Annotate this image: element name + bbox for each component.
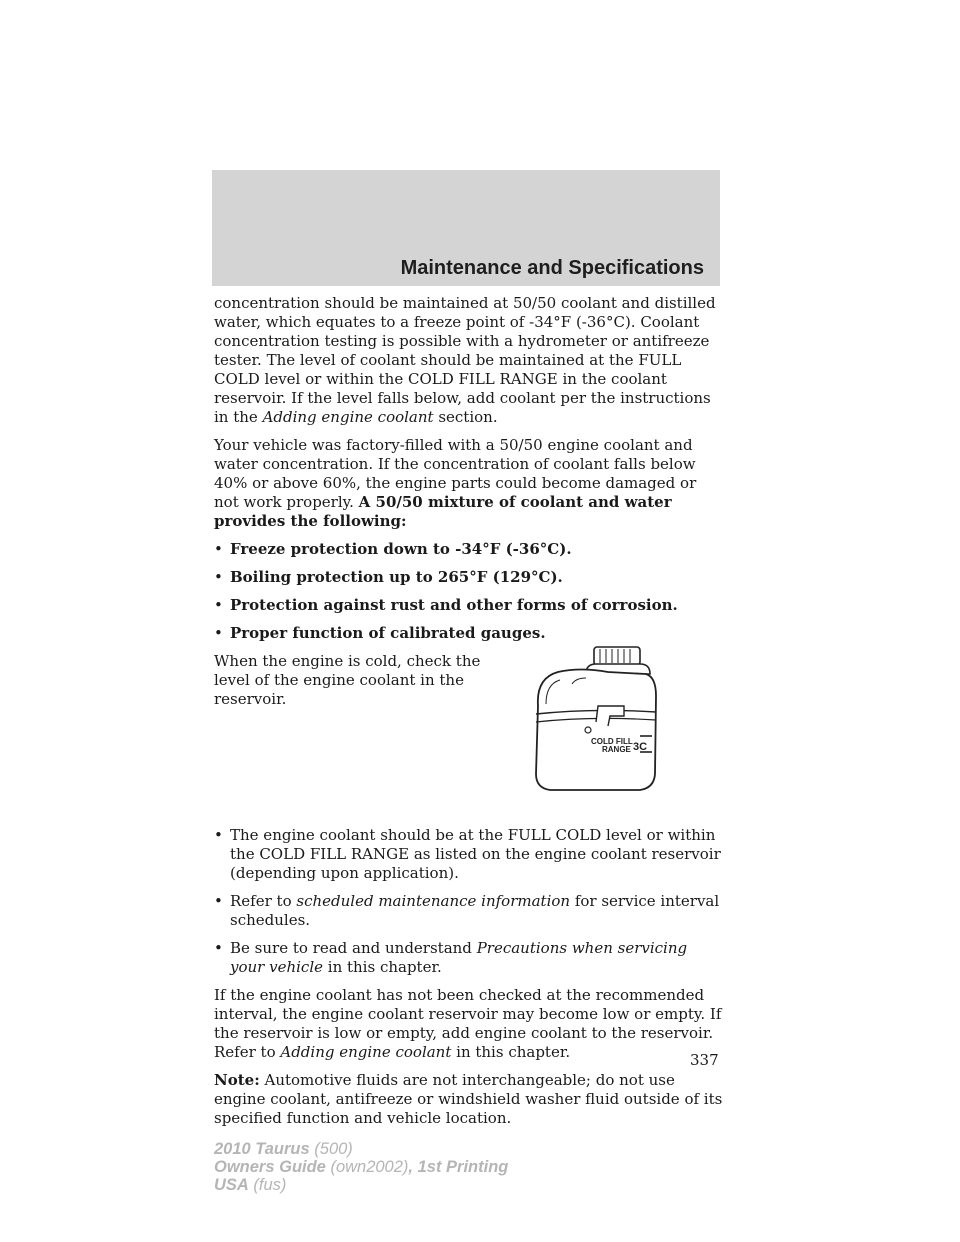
link-scheduled-maintenance: scheduled maintenance information xyxy=(296,892,571,910)
paragraph-check-level: When the engine is cold, check the level of the engine coolant in the reservoir. xyxy=(214,652,481,708)
bullet: • xyxy=(214,939,223,957)
cold-fill-label: COLD FILL xyxy=(591,737,633,746)
coolant-reservoir-figure xyxy=(484,652,724,800)
paragraph-factory-filled: Your vehicle was factory-filled with a 50/50 engine coolant and water concentration. If the concentration of coolant falls below 40% or above 60%, the engine parts could become damaged or not work properly. A 50/50 mixture of coolant and water provides the following: xyxy=(214,436,697,530)
svg-text:3C: 3C xyxy=(633,741,648,753)
list-item: • Refer to scheduled maintenance information for service interval schedules. xyxy=(214,892,720,929)
section-header xyxy=(212,170,720,286)
list-item: • Be sure to read and understand Precautions when servicing your vehicle in this chapter. xyxy=(214,939,688,976)
bullet: • xyxy=(214,568,223,586)
paragraph-low-reservoir: If the engine coolant has not been checked at the recommended interval, the engine coolant reservoir may become low or empty. If the reservoir is low or empty, add engine coolant to the reservoir. Refer to Adding engine coolant in this chapter. xyxy=(214,986,722,1061)
benefit-item: • Boiling protection up to 265°F (129°C). xyxy=(214,568,563,586)
bullet: • xyxy=(214,540,223,558)
bullet: • xyxy=(214,596,223,614)
bullet: • xyxy=(214,624,223,642)
note-paragraph: Note: Automotive fluids are not interchangeable; do not use engine coolant, antifreeze or windshield washer fluid outside of its specified function and vehicle location. xyxy=(214,1071,723,1127)
benefit-item: • Freeze protection down to -34°F (-36°C). xyxy=(214,540,572,558)
paragraph-coolant-concentration: concentration should be maintained at 50/50 coolant and distilled water, which equates to a freeze point of -34°F (-36°C). Coolant concentration testing is possible with a hydrometer or antifreeze tester. The level of coolant should be maintained at the FULL COLD level or within the COLD FILL RANGE in the coolant reservoir. If the level falls below, add coolant per the instructions in the Adding engine coolant section. xyxy=(214,294,716,426)
link-adding-engine-coolant: Adding engine coolant xyxy=(262,408,434,426)
benefit-item: • Protection against rust and other forms of corrosion. xyxy=(214,596,678,614)
bullet: • xyxy=(214,892,223,910)
check-coolant-section xyxy=(214,652,724,800)
page-number: 337 xyxy=(690,1051,719,1069)
section-title: Maintenance and Specifications xyxy=(400,257,704,279)
benefit-item: • Proper function of calibrated gauges. xyxy=(214,624,546,642)
coolant-reservoir-illustration xyxy=(528,644,660,794)
link-adding-engine-coolant-2: Adding engine coolant xyxy=(280,1043,452,1061)
range-label: RANGE xyxy=(602,745,631,754)
link-precautions: Precautions when servicing your vehicle xyxy=(230,939,688,976)
footer: 2010 Taurus (500) Owners Guide (own2002), 1st Printing USA (fus) xyxy=(214,1140,509,1194)
list-item: • The engine coolant should be at the FULL COLD level or within the COLD FILL RANGE as listed on the engine coolant reservoir (depending upon application). xyxy=(214,826,721,882)
note-label: Note: xyxy=(214,1071,260,1089)
page-content xyxy=(214,294,724,1137)
bullet: • xyxy=(214,826,223,844)
